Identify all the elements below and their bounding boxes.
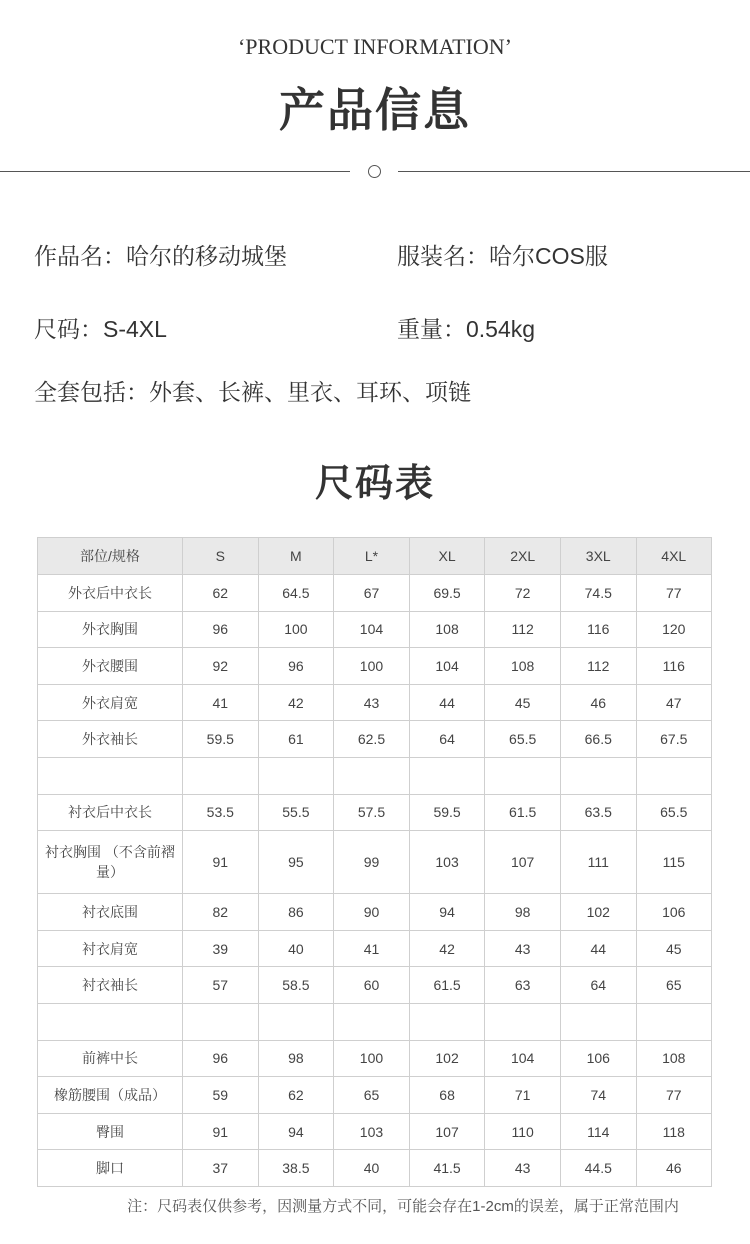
value-cell: 77 [636,575,711,612]
row-label-cell: 衬衣胸围 （不含前褶量） [38,831,183,894]
value-cell: 120 [636,611,711,648]
value-cell: 71 [485,1077,561,1114]
row-label-cell: 外衣腰围 [38,648,183,685]
table-row [38,831,712,894]
value-cell: 98 [258,1040,334,1077]
value-cell: 98 [485,894,561,931]
value-cell: 114 [560,1113,636,1150]
row-label-cell: 衬衣肩宽 [38,930,183,967]
value-cell: 99 [334,831,410,894]
value-cell: 42 [409,930,485,967]
size-range: 尺码：S-4XL [34,316,167,342]
value-cell: 108 [636,1040,711,1077]
value-cell: 94 [409,894,485,931]
value-cell [258,757,334,794]
value-cell: 106 [560,1040,636,1077]
value-cell: 44 [409,684,485,721]
row-label-cell: 衬衣袖长 [38,967,183,1004]
row-label-cell: 脚口 [38,1150,183,1187]
value-cell: 61.5 [485,794,561,831]
value-cell: 68 [409,1077,485,1114]
value-cell: 53.5 [183,794,259,831]
value-cell: 57.5 [334,794,410,831]
weight: 重量：0.54kg [397,316,536,342]
table-row [38,1113,712,1150]
value-cell: 40 [334,1150,410,1187]
value-cell [636,1003,711,1040]
row-label-cell: 臀围 [38,1113,183,1150]
table-row [38,721,712,758]
row-label-cell: 外衣肩宽 [38,684,183,721]
value-cell: 60 [334,967,410,1004]
value-cell: 112 [560,648,636,685]
value-cell: 42 [258,684,334,721]
divider-left [0,171,350,172]
value-cell: 64.5 [258,575,334,612]
value-cell: 91 [183,831,259,894]
table-row [38,684,712,721]
value-cell: 63 [485,967,561,1004]
value-cell: 110 [485,1113,561,1150]
table-header-row [38,538,712,575]
value-cell: 45 [485,684,561,721]
value-cell: 44 [560,930,636,967]
value-cell: 69.5 [409,575,485,612]
size-chart-title: 尺码表 [314,460,435,505]
value-cell [258,1003,334,1040]
value-cell: 62 [258,1077,334,1114]
value-cell: 61 [258,721,334,758]
table-row [38,648,712,685]
table-row [38,930,712,967]
row-label-cell [38,757,183,794]
value-cell: 92 [183,648,259,685]
table-row [38,1003,712,1040]
value-cell: 38.5 [258,1150,334,1187]
value-cell [334,757,410,794]
costume-name: 服装名：哈尔COS服 [397,243,608,269]
value-cell: 41 [183,684,259,721]
value-cell: 74 [560,1077,636,1114]
row-label-cell: 外衣后中衣长 [38,575,183,612]
value-cell: 115 [636,831,711,894]
value-cell: 100 [334,1040,410,1077]
value-cell: 90 [334,894,410,931]
header-cell: 2XL [485,538,561,575]
value-cell: 111 [560,831,636,894]
value-cell: 44.5 [560,1150,636,1187]
value-cell [485,1003,561,1040]
table-row [38,1077,712,1114]
table-row [38,794,712,831]
value-cell [334,1003,410,1040]
header-cell: 部位/规格 [38,538,183,575]
row-label-cell: 外衣胸围 [38,611,183,648]
value-cell: 43 [485,1150,561,1187]
size-chart-table [37,537,712,1187]
value-cell: 55.5 [258,794,334,831]
header-cell: M [258,538,334,575]
header-cell: XL [409,538,485,575]
table-row [38,611,712,648]
header-cell: 3XL [560,538,636,575]
value-cell [183,1003,259,1040]
value-cell: 72 [485,575,561,612]
value-cell: 77 [636,1077,711,1114]
value-cell: 96 [183,1040,259,1077]
table-row [38,1040,712,1077]
value-cell: 104 [334,611,410,648]
table-row [38,1150,712,1187]
row-label-cell: 橡筋腰围（成品） [38,1077,183,1114]
value-cell: 100 [334,648,410,685]
value-cell: 61.5 [409,967,485,1004]
value-cell: 43 [334,684,410,721]
value-cell: 46 [560,684,636,721]
value-cell: 58.5 [258,967,334,1004]
value-cell [560,757,636,794]
value-cell: 106 [636,894,711,931]
value-cell: 65 [636,967,711,1004]
value-cell: 112 [485,611,561,648]
value-cell: 65 [334,1077,410,1114]
value-cell: 96 [183,611,259,648]
value-cell: 116 [636,648,711,685]
value-cell: 62.5 [334,721,410,758]
table-row [38,967,712,1004]
row-label-cell: 衬衣底围 [38,894,183,931]
value-cell: 103 [334,1113,410,1150]
value-cell: 59.5 [409,794,485,831]
value-cell: 86 [258,894,334,931]
english-title: ‘PRODUCT INFORMATION’ [237,34,512,59]
table-row [38,757,712,794]
value-cell: 41 [334,930,410,967]
value-cell: 95 [258,831,334,894]
value-cell: 104 [409,648,485,685]
header-cell: 4XL [636,538,711,575]
row-label-cell: 外衣袖长 [38,721,183,758]
value-cell: 59.5 [183,721,259,758]
set-includes: 全套包括：外套、长裤、里衣、耳环、项链 [34,379,471,405]
value-cell: 100 [258,611,334,648]
size-chart-note: 注：尺码表仅供参考，因测量方式不同，可能会存在1-2cm的误差，属于正常范围内 [127,1198,679,1215]
value-cell: 118 [636,1113,711,1150]
value-cell: 102 [560,894,636,931]
value-cell: 39 [183,930,259,967]
value-cell: 91 [183,1113,259,1150]
value-cell: 57 [183,967,259,1004]
table-row [38,894,712,931]
value-cell: 108 [409,611,485,648]
header-cell: L* [334,538,410,575]
page-title: 产品信息 [279,83,471,137]
value-cell: 37 [183,1150,259,1187]
value-cell: 65.5 [636,794,711,831]
value-cell [409,757,485,794]
value-cell [409,1003,485,1040]
value-cell [183,757,259,794]
value-cell: 116 [560,611,636,648]
table-row [38,575,712,612]
row-label-cell [38,1003,183,1040]
value-cell: 104 [485,1040,561,1077]
divider-right [398,171,750,172]
row-label-cell: 衬衣后中衣长 [38,794,183,831]
value-cell: 43 [485,930,561,967]
value-cell: 62 [183,575,259,612]
value-cell: 107 [409,1113,485,1150]
value-cell: 102 [409,1040,485,1077]
work-name: 作品名：哈尔的移动城堡 [34,243,287,269]
value-cell: 59 [183,1077,259,1114]
value-cell: 64 [560,967,636,1004]
value-cell: 66.5 [560,721,636,758]
value-cell: 82 [183,894,259,931]
value-cell: 103 [409,831,485,894]
value-cell [636,757,711,794]
value-cell [485,757,561,794]
value-cell: 74.5 [560,575,636,612]
value-cell: 96 [258,648,334,685]
value-cell: 67.5 [636,721,711,758]
value-cell: 46 [636,1150,711,1187]
value-cell: 94 [258,1113,334,1150]
value-cell: 47 [636,684,711,721]
value-cell: 45 [636,930,711,967]
value-cell: 107 [485,831,561,894]
value-cell: 65.5 [485,721,561,758]
value-cell: 41.5 [409,1150,485,1187]
header-cell: S [183,538,259,575]
row-label-cell: 前裤中长 [38,1040,183,1077]
divider-circle-icon [368,165,381,178]
value-cell: 40 [258,930,334,967]
value-cell: 63.5 [560,794,636,831]
value-cell: 64 [409,721,485,758]
value-cell [560,1003,636,1040]
value-cell: 67 [334,575,410,612]
value-cell: 108 [485,648,561,685]
